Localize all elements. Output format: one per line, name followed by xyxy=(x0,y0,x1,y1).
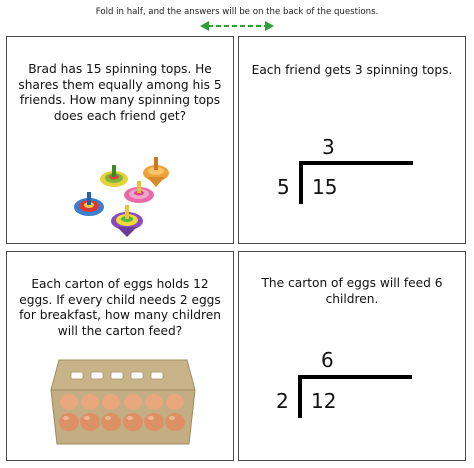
long-division xyxy=(239,252,467,460)
spinning-tops-icon xyxy=(59,147,179,239)
dividend: 15 xyxy=(312,175,338,199)
question-text: Each carton of eggs holds 12 eggs. If every child needs 2 eggs for breakfast, how many children will the carton feed? xyxy=(19,277,221,338)
answer-text: The carton of eggs will feed 6 children. xyxy=(261,276,443,306)
answer-card-eggs xyxy=(238,251,466,461)
division-bar-side xyxy=(298,375,302,418)
divisor: 5 xyxy=(277,175,290,199)
egg-carton-icon xyxy=(47,356,197,448)
dividend: 12 xyxy=(311,389,337,413)
question-card-eggs xyxy=(6,251,234,461)
question-text: Brad has 15 spinning tops. He shares them equally among his 5 friends. How many spinning tops does each friend get? xyxy=(18,62,222,123)
fold-arrow-icon xyxy=(200,20,274,32)
divisor: 2 xyxy=(276,389,289,413)
question-card-spinning-tops xyxy=(6,36,234,244)
division-bar-top xyxy=(298,375,412,379)
answer-text: Each friend gets 3 spinning tops. xyxy=(251,63,453,77)
answer-card-spinning-tops xyxy=(238,36,466,244)
fold-instruction: Fold in half, and the answers will be on the back of the questions. xyxy=(95,7,379,17)
long-division xyxy=(239,37,467,245)
quotient: 3 xyxy=(322,135,335,159)
quotient: 6 xyxy=(321,348,334,372)
division-bar-top xyxy=(299,161,413,165)
division-bar-side xyxy=(299,161,303,204)
